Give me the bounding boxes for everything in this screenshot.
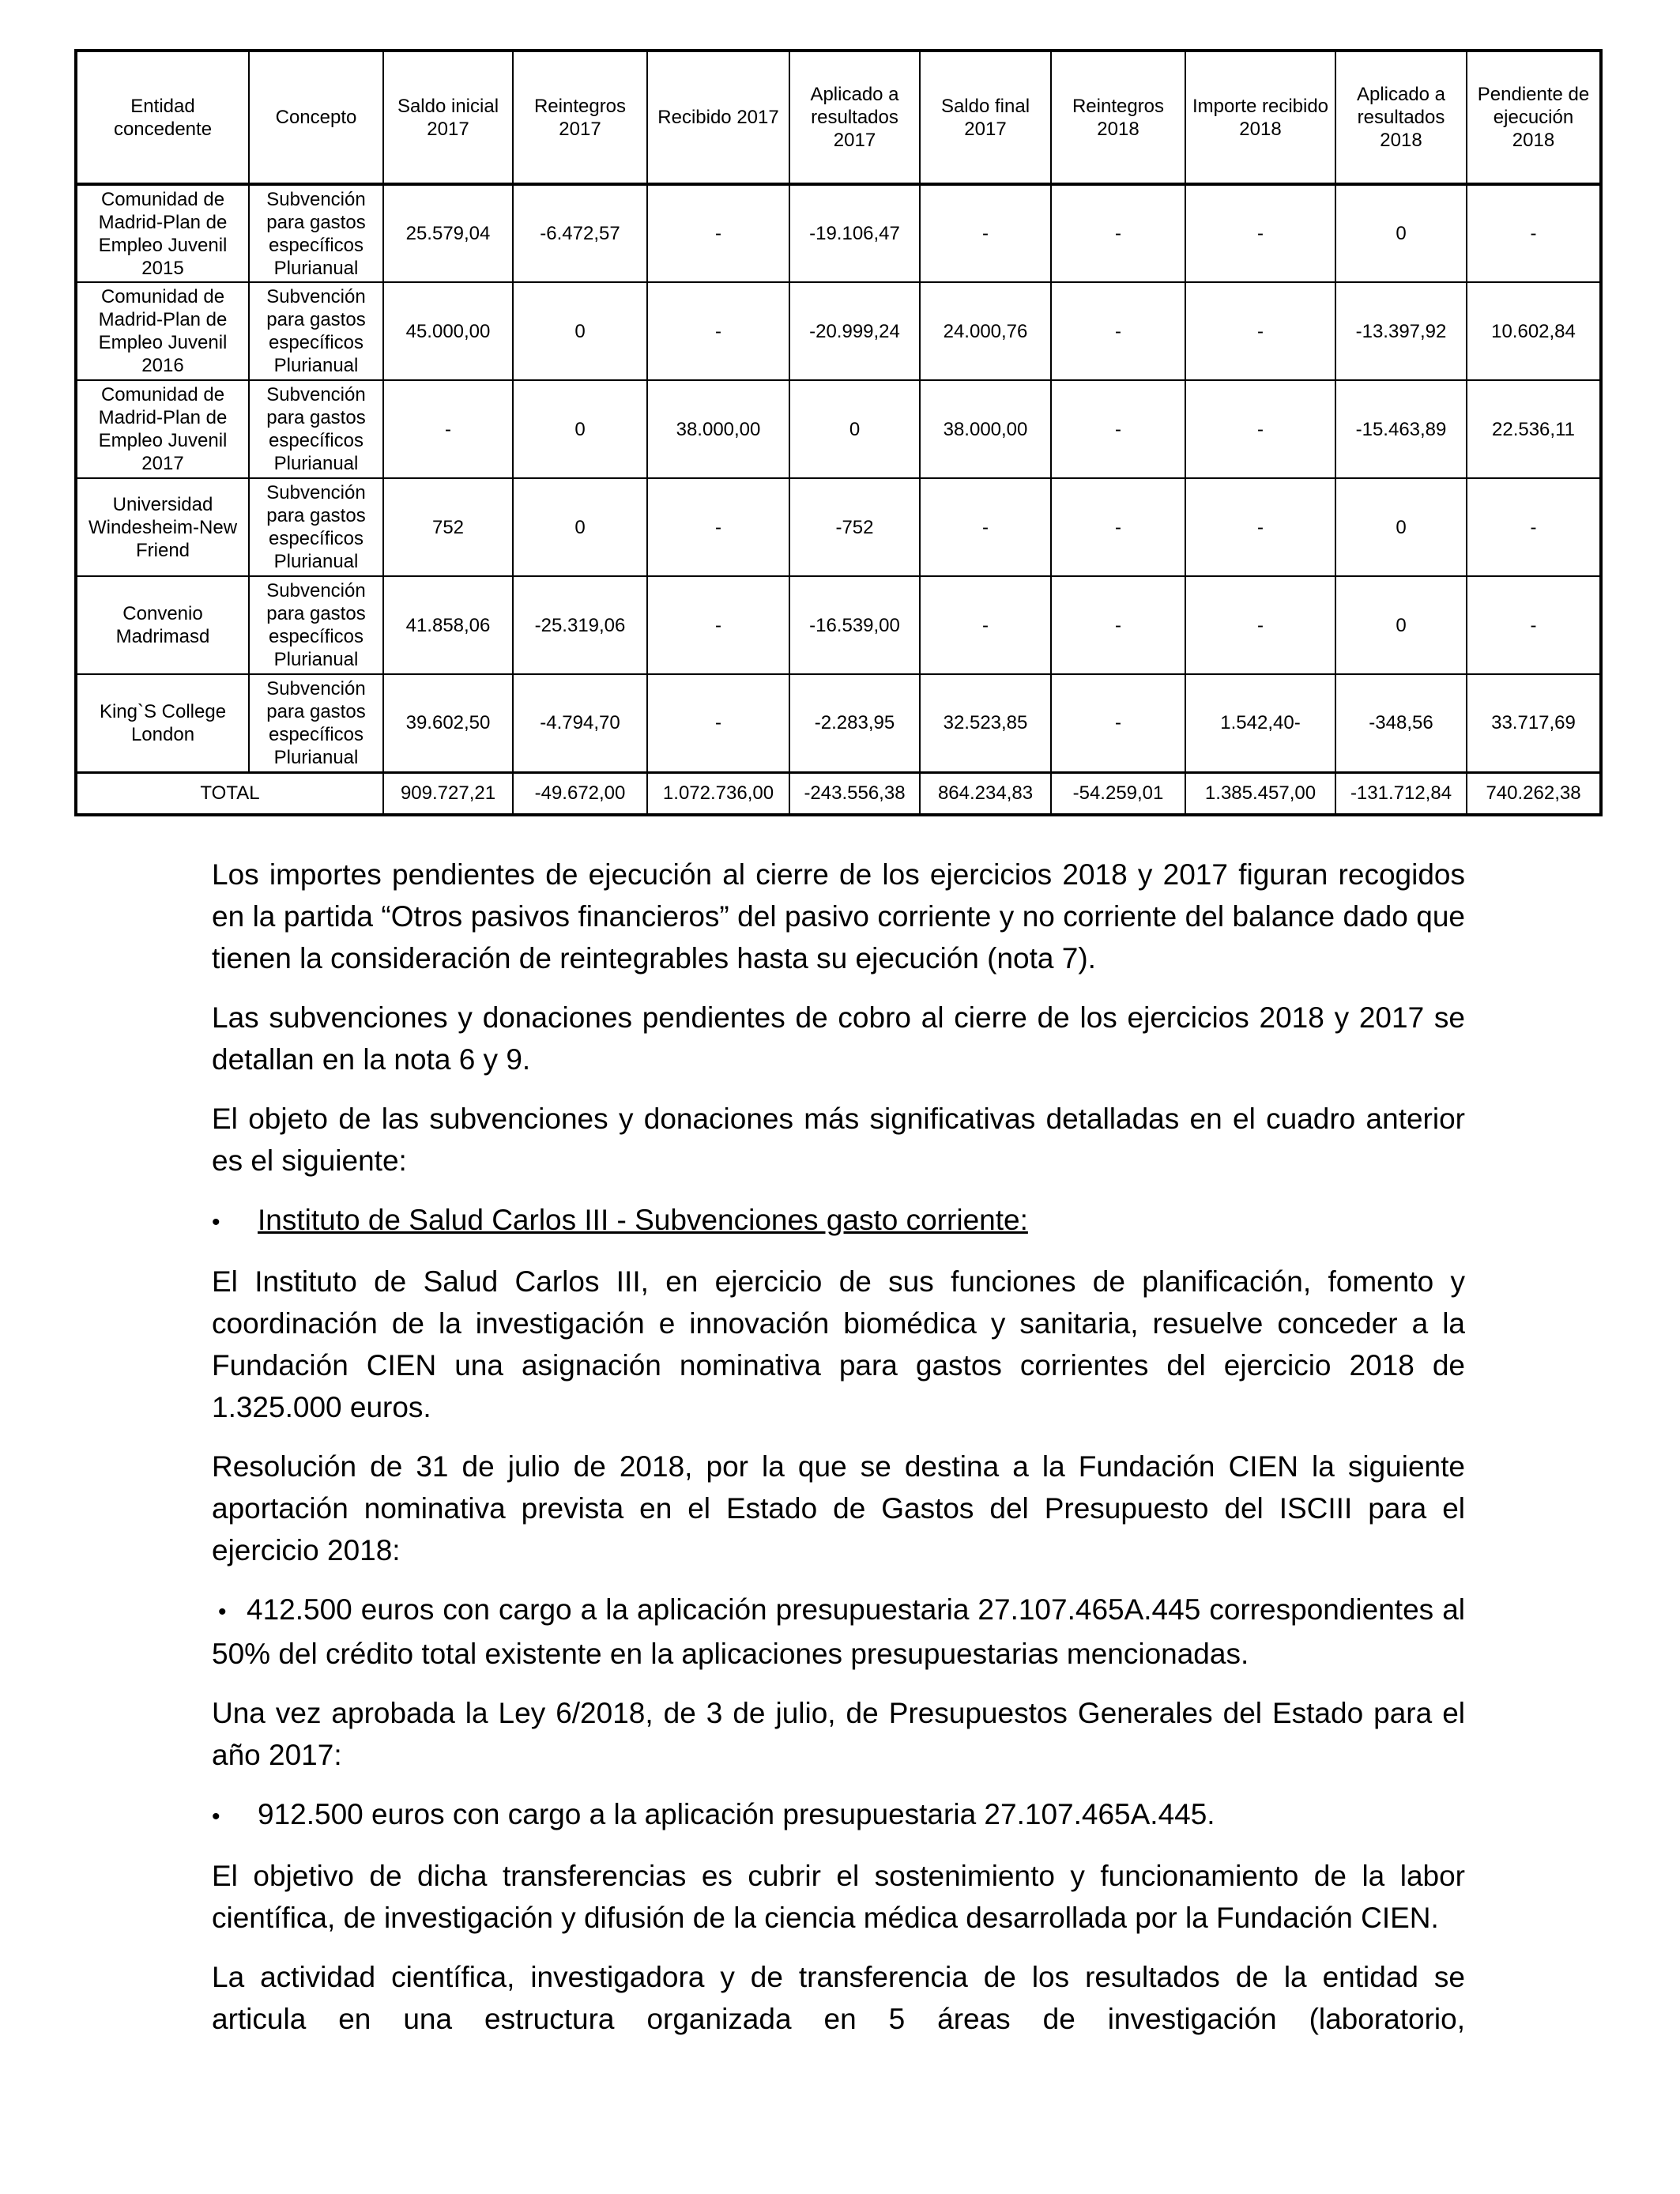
bullet-heading: Instituto de Salud Carlos III - Subvenciones gasto corriente: <box>258 1204 1028 1236</box>
value-cell: -752 <box>789 478 920 576</box>
value-cell: - <box>1051 184 1185 282</box>
value-cell: 45.000,00 <box>383 282 513 380</box>
paragraph-objective: El objetivo de dicha transferencias es cubrir el sostenimiento y funcionamiento de la labor científica, de investigación y difusión de la ciencia médica desarrollada por la Fundación CIEN. <box>212 1860 1465 1934</box>
value-cell: 0 <box>513 380 647 478</box>
value-cell: - <box>1185 380 1335 478</box>
value-cell: - <box>1051 674 1185 772</box>
paragraph-isciii-grant: El Instituto de Salud Carlos III, en ejercicio de sus funciones de planificación, fomento y coordinación de la investigación e innovación biomédica y sanitaria, resuelve conceder a la Fundación CIEN una asignación nominativa para gastos corrientes del ejercicio 2018 de 1.325.000 euros. <box>212 1265 1465 1423</box>
total-value: 1.072.736,00 <box>647 772 789 815</box>
header-aplicado-2018: Aplicado a resultados 2018 <box>1335 51 1467 184</box>
table-row <box>76 576 1601 674</box>
entity-cell: Comunidad de Madrid-Plan de Empleo Juvenil 2016 <box>76 282 249 380</box>
value-cell: - <box>1185 478 1335 576</box>
value-cell: 0 <box>1335 576 1467 674</box>
value-cell: -16.539,00 <box>789 576 920 674</box>
value-cell: -19.106,47 <box>789 184 920 282</box>
table-row <box>76 184 1601 282</box>
value-cell: 33.717,69 <box>1467 674 1601 772</box>
header-saldo-inicial-2017: Saldo inicial 2017 <box>383 51 513 184</box>
bullet-icon: • <box>212 1209 220 1235</box>
value-cell: 39.602,50 <box>383 674 513 772</box>
concept-cell: Subvención para gastos específicos Plurianual <box>249 674 383 772</box>
total-value: 740.262,38 <box>1467 772 1601 815</box>
total-row <box>76 772 1601 815</box>
value-cell: 0 <box>513 478 647 576</box>
value-cell: - <box>647 576 789 674</box>
value-cell: - <box>647 674 789 772</box>
value-cell: - <box>1467 576 1601 674</box>
bullet-isciii <box>212 1199 1465 1243</box>
value-cell: 752 <box>383 478 513 576</box>
entity-cell: King`S College London <box>76 674 249 772</box>
value-cell: - <box>920 576 1051 674</box>
value-cell: - <box>647 478 789 576</box>
total-value: -131.712,84 <box>1335 772 1467 815</box>
table-header <box>76 51 1601 184</box>
paragraph-first-allocation <box>212 1589 1465 1675</box>
value-cell: - <box>647 184 789 282</box>
paragraph-pending-collection: Las subvenciones y donaciones pendientes de cobro al cierre de los ejercicios 2018 y 2017 se detallan en la nota 6 y 9. <box>212 1001 1465 1076</box>
value-cell: -15.463,89 <box>1335 380 1467 478</box>
value-cell: - <box>647 282 789 380</box>
concept-cell: Subvención para gastos específicos Plurianual <box>249 380 383 478</box>
value-cell: 22.536,11 <box>1467 380 1601 478</box>
header-pendiente-2018: Pendiente de ejecución 2018 <box>1467 51 1601 184</box>
value-cell: - <box>1051 478 1185 576</box>
total-value: 909.727,21 <box>383 772 513 815</box>
value-cell: 1.542,40- <box>1185 674 1335 772</box>
value-cell: - <box>383 380 513 478</box>
total-value: -54.259,01 <box>1051 772 1185 815</box>
value-cell: - <box>1467 478 1601 576</box>
header-aplicado-2017: Aplicado a resultados 2017 <box>789 51 920 184</box>
header-entity: Entidad concedente <box>76 51 249 184</box>
total-value: 1.385.457,00 <box>1185 772 1335 815</box>
value-cell: - <box>920 478 1051 576</box>
value-cell: 38.000,00 <box>920 380 1051 478</box>
value-cell: - <box>1185 576 1335 674</box>
header-concept: Concepto <box>249 51 383 184</box>
table-footer <box>76 772 1601 815</box>
subsidy-table <box>74 49 1603 816</box>
entity-cell: Comunidad de Madrid-Plan de Empleo Juvenil 2017 <box>76 380 249 478</box>
body-text <box>212 854 1465 2057</box>
value-cell: -13.397,92 <box>1335 282 1467 380</box>
header-reintegros-2018: Reintegros 2018 <box>1051 51 1185 184</box>
value-cell: - <box>1467 184 1601 282</box>
bullet-icon: • <box>212 1804 220 1830</box>
value-cell: - <box>1051 282 1185 380</box>
value-cell: -20.999,24 <box>789 282 920 380</box>
second-allocation-text: 912.500 euros con cargo a la aplicación presupuestaria 27.107.465A.445. <box>258 1798 1215 1830</box>
bullet-icon: • <box>218 1599 227 1625</box>
value-cell: 0 <box>513 282 647 380</box>
first-allocation-text: 412.500 euros con cargo a la aplicación presupuestaria 27.107.465A.445 correspondientes al 50% del crédito total existente en la aplicaciones presupuestarias mencionadas. <box>212 1593 1465 1670</box>
value-cell: 0 <box>1335 184 1467 282</box>
total-value: -49.672,00 <box>513 772 647 815</box>
total-value: 864.234,83 <box>920 772 1051 815</box>
entity-cell: Comunidad de Madrid-Plan de Empleo Juvenil 2015 <box>76 184 249 282</box>
value-cell: -4.794,70 <box>513 674 647 772</box>
table-body <box>76 184 1601 772</box>
paragraph-activity: La actividad científica, investigadora y de transferencia de los resultados de la entidad se articula en una estructura organizada en 5 áreas de investigación (laboratorio, <box>212 1961 1465 2035</box>
entity-cell: Convenio Madrimasd <box>76 576 249 674</box>
value-cell: 41.858,06 <box>383 576 513 674</box>
table-row <box>76 674 1601 772</box>
concept-cell: Subvención para gastos específicos Plurianual <box>249 478 383 576</box>
header-recibido-2017: Recibido 2017 <box>647 51 789 184</box>
total-label: TOTAL <box>76 772 383 815</box>
value-cell: 32.523,85 <box>920 674 1051 772</box>
concept-cell: Subvención para gastos específicos Plurianual <box>249 184 383 282</box>
value-cell: - <box>1185 184 1335 282</box>
value-cell: - <box>1185 282 1335 380</box>
header-row <box>76 51 1601 184</box>
value-cell: 0 <box>789 380 920 478</box>
table-row <box>76 478 1601 576</box>
concept-cell: Subvención para gastos específicos Plurianual <box>249 576 383 674</box>
table-row <box>76 380 1601 478</box>
value-cell: 25.579,04 <box>383 184 513 282</box>
table-row <box>76 282 1601 380</box>
header-importe-recibido-2018: Importe recibido 2018 <box>1185 51 1335 184</box>
value-cell: 38.000,00 <box>647 380 789 478</box>
bullet-second-allocation <box>212 1793 1465 1838</box>
paragraph-purpose: El objeto de las subvenciones y donaciones más significativas detalladas en el cuadro anterior es el siguiente: <box>212 1103 1465 1177</box>
paragraph-resolution: Resolución de 31 de julio de 2018, por la que se destina a la Fundación CIEN la siguiente aportación nominativa prevista en el Estado de Gastos del Presupuesto del ISCIII para el ejercicio 2018: <box>212 1450 1465 1566</box>
value-cell: - <box>920 184 1051 282</box>
value-cell: -6.472,57 <box>513 184 647 282</box>
paragraph-budget-law: Una vez aprobada la Ley 6/2018, de 3 de julio, de Presupuestos Generales del Estado para el año 2017: <box>212 1697 1465 1771</box>
header-saldo-final-2017: Saldo final 2017 <box>920 51 1051 184</box>
concept-cell: Subvención para gastos específicos Plurianual <box>249 282 383 380</box>
value-cell: - <box>1051 576 1185 674</box>
total-value: -243.556,38 <box>789 772 920 815</box>
entity-cell: Universidad Windesheim-New Friend <box>76 478 249 576</box>
value-cell: -348,56 <box>1335 674 1467 772</box>
value-cell: 0 <box>1335 478 1467 576</box>
value-cell: 10.602,84 <box>1467 282 1601 380</box>
paragraph-pending-amounts: Los importes pendientes de ejecución al cierre de los ejercicios 2018 y 2017 figuran recogidos en la partida “Otros pasivos financieros” del pasivo corriente y no corriente del balance dado que tienen la consideración de reintegrables hasta su ejecución (nota 7). <box>212 858 1465 974</box>
value-cell: 24.000,76 <box>920 282 1051 380</box>
header-reintegros-2017: Reintegros 2017 <box>513 51 647 184</box>
value-cell: -2.283,95 <box>789 674 920 772</box>
value-cell: -25.319,06 <box>513 576 647 674</box>
value-cell: - <box>1051 380 1185 478</box>
